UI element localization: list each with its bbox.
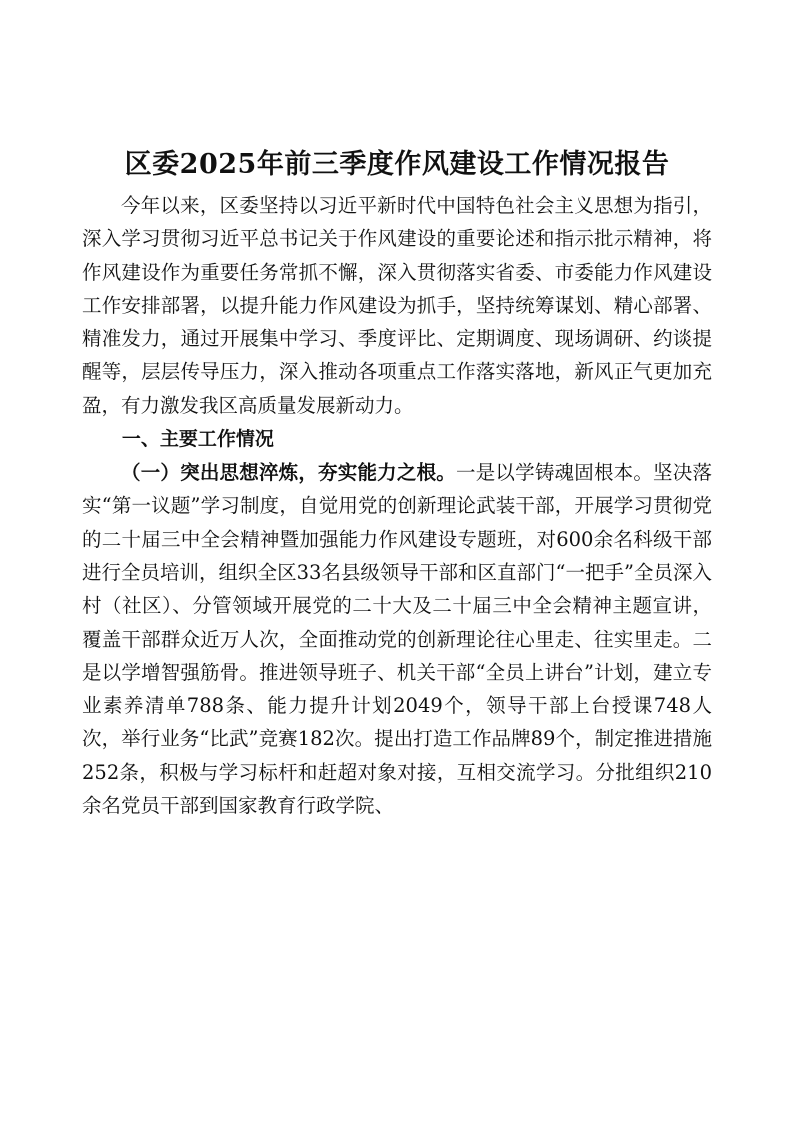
intro-paragraph: 今年以来，区委坚持以习近平新时代中国特色社会主义思想为指引，深入学习贯彻习近平总书记关于作风建设的重要论述和指示批示精神，将作风建设作为重要任务常抓不懈，深入贯彻落实省委、市委能力作风建设工作安排部署，以提升能力作风建设为抓手，坚持统筹谋划、精心部署、精准发力，通过开展集中学习、季度评比、定期调度、现场调研、约谈提醒等，层层传导压力，深入推动各项重点工作落实落地，新风正气更加充盈，有力激发我区高质量发展新动力。 <box>82 194 712 417</box>
subsection-body-1: 一是以学铸魂固根本。坚决落实“第一议题”学习制度，自觉用党的创新理论武装干部，开展学习贯彻党的二十届三中全会精神暨加强能力作风建设专题班，对600余名科级干部进行全员培训，组织全区33名县级领导干部和区直部门“一把手”全员深入村（社区）、分管领域开展党的二十大及二十届三中全会精神主题宣讲，覆盖干部群众近万人次，全面推动党的创新理论往心里走、往实里走。二是以学增智强筋骨。推进领导班子、机关干部“全员上讲台”计划，建立专业素养清单788条、能力提升计划2049个，领导干部上台授课748人次，举行业务“比武”竞赛182次。提出打造工作品牌89个，制定推进措施252条，积极与学习标杆和赶超对象对接，互相交流学习。分批组织210余名党员干部到国家教育行政学院、 <box>82 461 712 818</box>
subsection-heading-1: （一）突出思想淬炼，夯实能力之根。 <box>121 461 456 485</box>
section-heading-main-work: 一、主要工作情况 <box>121 428 274 451</box>
subsection-paragraph-1 <box>82 456 712 822</box>
document-body <box>82 143 712 822</box>
document-title: 区委2025年前三季度作风建设工作情况报告 <box>124 149 670 180</box>
